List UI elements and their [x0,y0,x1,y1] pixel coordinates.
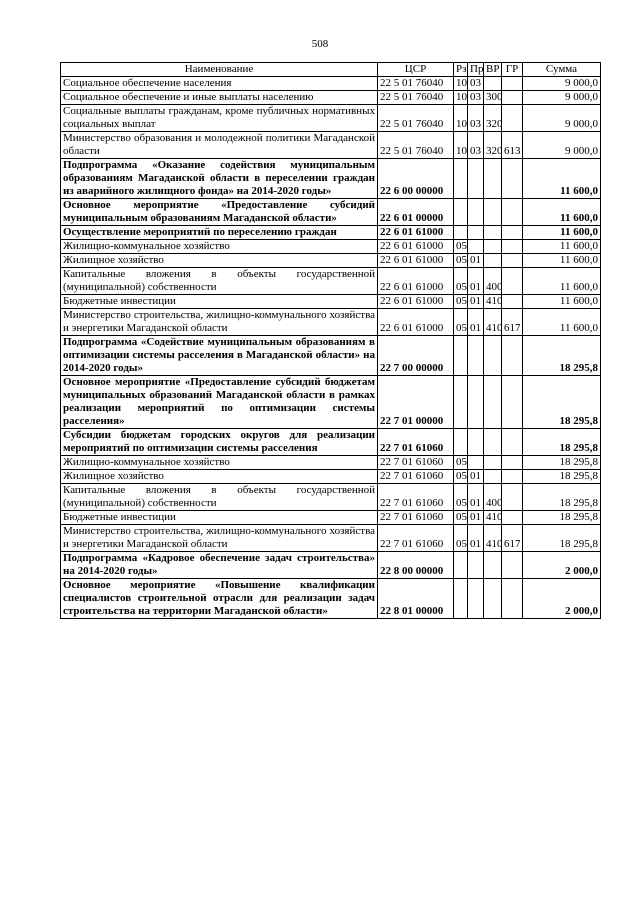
cell-sum: 9 000,0 [523,132,601,159]
budget-table [60,62,601,619]
cell-vr: 410 [484,511,502,525]
cell-vr: 320 [484,132,502,159]
cell-rz [454,376,468,429]
cell-sum: 2 000,0 [523,579,601,619]
table-row [61,511,601,525]
cell-gr [502,511,523,525]
cell-vr [484,470,502,484]
cell-gr [502,159,523,199]
cell-gr [502,336,523,376]
table-row [61,470,601,484]
table-row [61,132,601,159]
cell-name: Подпрограмма «Содействие муниципальным образованиям в оптимизации системы расселения в Магаданской области» на 2014-2020 годы» [61,336,378,376]
table-row [61,456,601,470]
cell-vr: 410 [484,309,502,336]
cell-csr: 22 8 00 00000 [378,552,454,579]
table-row [61,199,601,226]
cell-rz: 10 [454,77,468,91]
table-row [61,240,601,254]
cell-vr: 410 [484,525,502,552]
cell-csr: 22 6 01 61000 [378,226,454,240]
table-row [61,159,601,199]
page-number: 508 [311,38,329,50]
cell-name: Министерство строительства, жилищно-коммунального хозяйства и энергетики Магаданской области [61,309,378,336]
cell-pr [468,552,484,579]
cell-sum: 2 000,0 [523,552,601,579]
table-row [61,295,601,309]
cell-sum: 11 600,0 [523,268,601,295]
cell-vr: 400 [484,268,502,295]
cell-sum: 18 295,8 [523,456,601,470]
cell-vr [484,579,502,619]
cell-sum: 18 295,8 [523,484,601,511]
cell-sum: 9 000,0 [523,105,601,132]
cell-csr: 22 8 01 00000 [378,579,454,619]
cell-rz: 10 [454,105,468,132]
cell-csr: 22 7 01 61060 [378,470,454,484]
cell-name: Подпрограмма «Кадровое обеспечение задач строительства» на 2014-2020 годы» [61,552,378,579]
cell-csr: 22 7 01 61060 [378,484,454,511]
header-vr: ВР [484,63,502,77]
cell-rz: 05 [454,309,468,336]
cell-sum: 11 600,0 [523,159,601,199]
cell-csr: 22 5 01 76040 [378,105,454,132]
cell-rz: 05 [454,295,468,309]
cell-name: Жилищно-коммунальное хозяйство [61,456,378,470]
header-csr: ЦСР [378,63,454,77]
cell-gr [502,429,523,456]
table-row [61,429,601,456]
cell-vr [484,456,502,470]
cell-gr [502,199,523,226]
cell-sum: 18 295,8 [523,525,601,552]
header-pr: Пр [468,63,484,77]
cell-sum: 18 295,8 [523,470,601,484]
cell-pr [468,456,484,470]
cell-vr [484,376,502,429]
cell-name: Министерство образования и молодежной политики Магаданской области [61,132,378,159]
cell-gr: 617 [502,309,523,336]
cell-gr [502,226,523,240]
cell-vr: 410 [484,295,502,309]
table-row [61,309,601,336]
table-header-row [61,63,601,77]
cell-rz [454,429,468,456]
cell-gr [502,268,523,295]
cell-vr [484,77,502,91]
cell-pr: 01 [468,484,484,511]
cell-name: Основное мероприятие «Предоставление субсидий муниципальным образованиям Магаданской области» [61,199,378,226]
cell-name: Бюджетные инвестиции [61,295,378,309]
cell-pr: 01 [468,268,484,295]
cell-pr: 01 [468,309,484,336]
cell-rz [454,579,468,619]
cell-rz: 10 [454,91,468,105]
cell-rz: 10 [454,132,468,159]
cell-rz [454,159,468,199]
cell-pr: 01 [468,295,484,309]
cell-csr: 22 5 01 76040 [378,132,454,159]
cell-name: Социальное обеспечение и иные выплаты населению [61,91,378,105]
cell-name: Капитальные вложения в объекты государственной (муниципальной) собственности [61,484,378,511]
table-row [61,268,601,295]
cell-rz [454,552,468,579]
cell-name: Жилищное хозяйство [61,470,378,484]
cell-csr: 22 6 01 61000 [378,309,454,336]
cell-csr: 22 7 00 00000 [378,336,454,376]
cell-vr [484,226,502,240]
cell-rz: 05 [454,456,468,470]
cell-csr: 22 7 01 61060 [378,429,454,456]
cell-gr [502,240,523,254]
cell-rz [454,336,468,376]
cell-gr [502,105,523,132]
cell-sum: 11 600,0 [523,199,601,226]
cell-vr: 300 [484,91,502,105]
cell-rz: 05 [454,484,468,511]
cell-csr: 22 7 01 00000 [378,376,454,429]
cell-pr [468,199,484,226]
table-row [61,336,601,376]
cell-sum: 18 295,8 [523,376,601,429]
cell-pr [468,159,484,199]
cell-csr: 22 7 01 61060 [378,511,454,525]
cell-pr: 03 [468,91,484,105]
cell-sum: 11 600,0 [523,295,601,309]
cell-rz: 05 [454,525,468,552]
cell-name: Капитальные вложения в объекты государственной (муниципальной) собственности [61,268,378,295]
cell-csr: 22 6 01 61000 [378,295,454,309]
cell-csr: 22 6 01 61000 [378,240,454,254]
cell-gr [502,456,523,470]
cell-pr [468,429,484,456]
table-row [61,91,601,105]
cell-name: Жилищно-коммунальное хозяйство [61,240,378,254]
table-row [61,254,601,268]
table-row [61,77,601,91]
cell-csr: 22 6 01 61000 [378,254,454,268]
cell-csr: 22 5 01 76040 [378,77,454,91]
cell-pr: 03 [468,132,484,159]
table-row [61,105,601,132]
cell-pr [468,579,484,619]
cell-sum: 18 295,8 [523,336,601,376]
table-row [61,579,601,619]
cell-pr: 01 [468,470,484,484]
cell-gr [502,91,523,105]
cell-gr: 613 [502,132,523,159]
cell-vr: 400 [484,484,502,511]
cell-vr [484,159,502,199]
cell-csr: 22 7 01 61060 [378,456,454,470]
cell-name: Министерство строительства, жилищно-коммунального хозяйства и энергетики Магаданской области [61,525,378,552]
cell-pr: 01 [468,525,484,552]
table-row [61,226,601,240]
cell-name: Подпрограмма «Оказание содействия муниципальным образованиям Магаданской области в переселении граждан из аварийного жилищного фонда» на 2014-2020 годы» [61,159,378,199]
cell-name: Социальные выплаты гражданам, кроме публичных нормативных социальных выплат [61,105,378,132]
cell-gr [502,470,523,484]
table-row [61,484,601,511]
cell-name: Осуществление мероприятий по переселению граждан [61,226,378,240]
cell-rz: 05 [454,268,468,295]
cell-vr [484,240,502,254]
cell-vr [484,254,502,268]
cell-csr: 22 5 01 76040 [378,91,454,105]
cell-sum: 9 000,0 [523,91,601,105]
cell-name: Социальное обеспечение населения [61,77,378,91]
cell-name: Жилищное хозяйство [61,254,378,268]
cell-sum: 11 600,0 [523,254,601,268]
cell-gr [502,552,523,579]
header-gr: ГР [502,63,523,77]
cell-csr: 22 7 01 61060 [378,525,454,552]
cell-rz: 05 [454,511,468,525]
cell-pr: 03 [468,77,484,91]
cell-vr [484,199,502,226]
cell-sum: 11 600,0 [523,240,601,254]
cell-rz: 05 [454,470,468,484]
cell-csr: 22 6 01 00000 [378,199,454,226]
cell-rz: 05 [454,240,468,254]
cell-pr: 01 [468,511,484,525]
cell-vr [484,336,502,376]
header-sum: Сумма [523,63,601,77]
cell-csr: 22 6 01 61000 [378,268,454,295]
cell-vr [484,552,502,579]
cell-name: Основное мероприятие «Предоставление субсидий бюджетам муниципальных образований Магаданской области в рамках реализации мероприятий по оптимизации системы расселения» [61,376,378,429]
cell-vr [484,429,502,456]
table-row [61,376,601,429]
cell-name: Субсидии бюджетам городских округов для реализации мероприятий по оптимизации системы расселения [61,429,378,456]
cell-csr: 22 6 00 00000 [378,159,454,199]
cell-name: Основное мероприятие «Повышение квалификации специалистов строительной отрасли для реализации задач строительства на территории Магаданской области» [61,579,378,619]
cell-gr [502,77,523,91]
cell-sum: 18 295,8 [523,429,601,456]
cell-pr [468,376,484,429]
cell-gr [502,295,523,309]
cell-sum: 9 000,0 [523,77,601,91]
table-row [61,552,601,579]
header-rz: Рз [454,63,468,77]
cell-rz [454,199,468,226]
cell-gr [502,254,523,268]
cell-pr [468,336,484,376]
cell-pr: 01 [468,254,484,268]
cell-gr [502,484,523,511]
table-body [61,77,601,619]
cell-sum: 11 600,0 [523,226,601,240]
cell-gr: 617 [502,525,523,552]
cell-pr: 03 [468,105,484,132]
table-row [61,525,601,552]
header-name: Наименование [61,63,378,77]
cell-sum: 11 600,0 [523,309,601,336]
cell-name: Бюджетные инвестиции [61,511,378,525]
cell-gr [502,376,523,429]
cell-pr [468,226,484,240]
cell-gr [502,579,523,619]
cell-pr [468,240,484,254]
cell-rz [454,226,468,240]
cell-vr: 320 [484,105,502,132]
cell-sum: 18 295,8 [523,511,601,525]
cell-rz: 05 [454,254,468,268]
